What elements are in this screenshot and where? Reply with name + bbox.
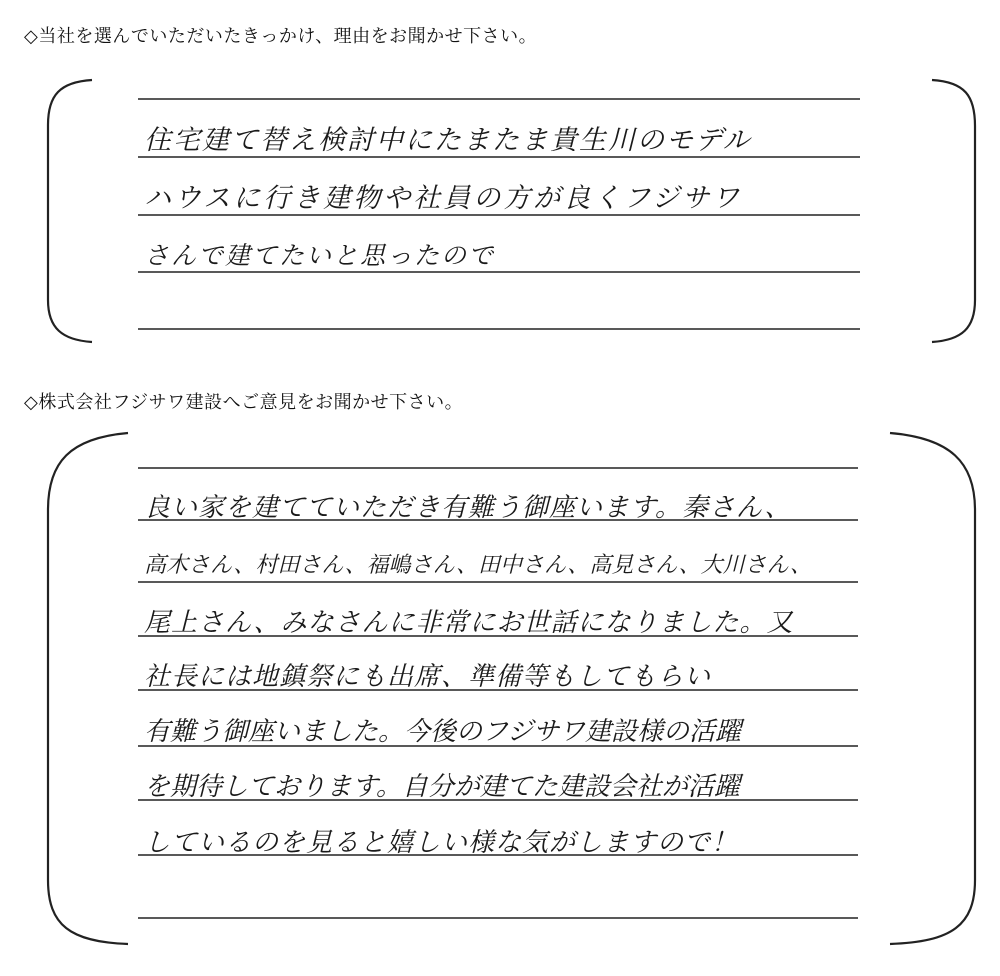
answer-2-line: しているのを見ると嬉しい様な気がしますので！ xyxy=(144,828,739,858)
question-2-label: ◇株式会社フジサワ建設へご意見をお聞かせ下さい。 xyxy=(24,392,464,413)
answer-2-left-bracket xyxy=(48,433,128,944)
answer-1-line: 住宅建て替え検討中にたまたま貴生川のモデル xyxy=(144,125,752,156)
answer-1-line: ハウスに行き建物や社員の方が良くフジサワ xyxy=(144,183,743,214)
answer-2-right-bracket xyxy=(890,433,975,944)
question-1-label: ◇当社を選んでいただいたきっかけ、理由をお聞かせ下さい。 xyxy=(24,26,538,47)
answer-1-left-bracket xyxy=(48,80,92,342)
answer-1-line: さんで建てたいと思ったので xyxy=(144,241,496,270)
answer-2-line: 高木さん、村田さん、福嶋さん、田中さん、高見さん、大川さん、 xyxy=(144,553,812,578)
answer-1-right-bracket xyxy=(932,80,975,342)
answer-2-line: 良い家を建てていただき有難う御座います。秦さん、 xyxy=(144,493,792,523)
answer-2-line: 有難う御座いました。今後のフジサワ建設様の活躍 xyxy=(144,717,741,747)
answer-2-line: 社長には地鎮祭にも出席、準備等もしてもらい xyxy=(144,662,712,692)
answer-2-line: を期待しております。自分が建てた建設会社が活躍 xyxy=(144,772,740,802)
answer-2-line: 尾上さん、みなさんに非常にお世話になりました。又 xyxy=(144,608,794,638)
